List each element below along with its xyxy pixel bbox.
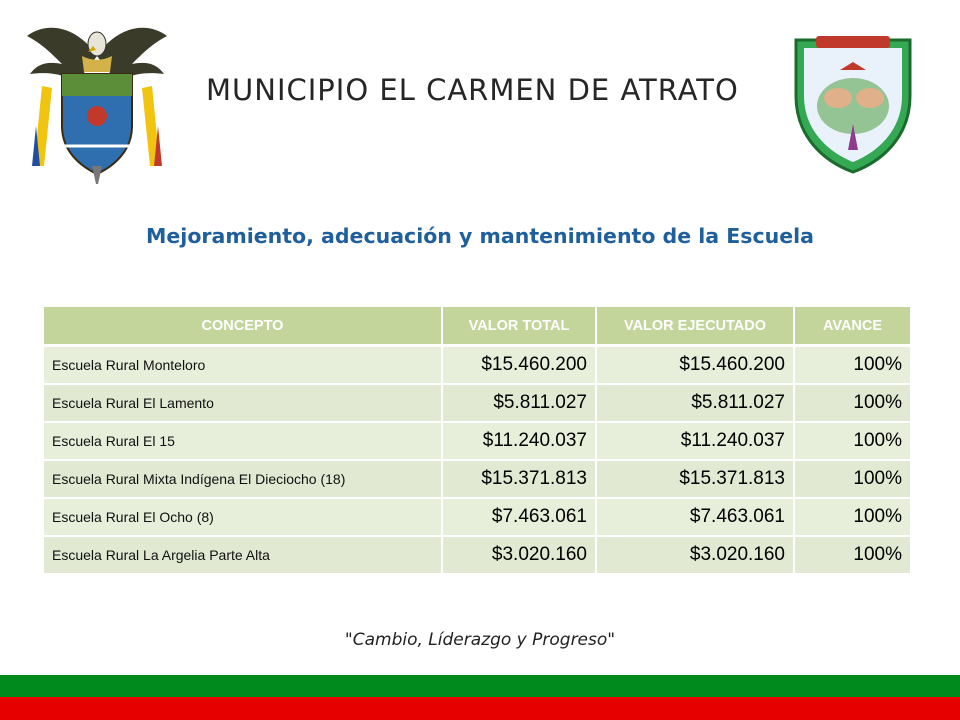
table-row [44, 384, 910, 422]
footer-stripe-green [0, 675, 960, 697]
cell-valor-total: $15.460.200 [442, 346, 596, 385]
cell-concepto: Escuela Rural El Ocho (8) [44, 498, 442, 536]
cell-valor-ejecutado: $7.463.061 [596, 498, 794, 536]
projects-table [44, 307, 910, 573]
cell-valor-total: $3.020.160 [442, 536, 596, 573]
column-header-valor-ejecutado: VALOR EJECUTADO [596, 307, 794, 346]
cell-concepto: Escuela Rural Mixta Indígena El Dieciocho (18) [44, 460, 442, 498]
cell-concepto: Escuela Rural Monteloro [44, 346, 442, 385]
municipality-title: MUNICIPIO EL CARMEN DE ATRATO [206, 73, 739, 107]
table-header-row [44, 307, 910, 346]
table-row [44, 460, 910, 498]
cell-valor-ejecutado: $15.371.813 [596, 460, 794, 498]
cell-avance: 100% [794, 384, 910, 422]
slogan: "Cambio, Líderazgo y Progreso" [344, 630, 616, 650]
cell-valor-total: $7.463.061 [442, 498, 596, 536]
cell-valor-ejecutado: $15.460.200 [596, 346, 794, 385]
cell-avance: 100% [794, 460, 910, 498]
cell-valor-ejecutado: $5.811.027 [596, 384, 794, 422]
column-header-avance: AVANCE [794, 307, 910, 346]
cell-valor-total: $15.371.813 [442, 460, 596, 498]
column-header-concepto: CONCEPTO [44, 307, 442, 346]
table-row [44, 346, 910, 385]
municipal-shield-icon [788, 26, 918, 176]
cell-valor-total: $5.811.027 [442, 384, 596, 422]
cell-avance: 100% [794, 536, 910, 573]
cell-concepto: Escuela Rural El Lamento [44, 384, 442, 422]
table-row [44, 498, 910, 536]
cell-avance: 100% [794, 346, 910, 385]
slide-title: Mejoramiento, adecuación y mantenimiento de la Escuela [146, 224, 814, 248]
cell-concepto: Escuela Rural La Argelia Parte Alta [44, 536, 442, 573]
cell-valor-total: $11.240.037 [442, 422, 596, 460]
cell-avance: 100% [794, 498, 910, 536]
cell-valor-ejecutado: $11.240.037 [596, 422, 794, 460]
table-row [44, 422, 910, 460]
footer-stripe-red [0, 697, 960, 720]
cell-valor-ejecutado: $3.020.160 [596, 536, 794, 573]
column-header-valor-total: VALOR TOTAL [442, 307, 596, 346]
colombia-coat-of-arms-icon [22, 16, 172, 186]
cell-avance: 100% [794, 422, 910, 460]
cell-concepto: Escuela Rural El 15 [44, 422, 442, 460]
table-row [44, 536, 910, 573]
